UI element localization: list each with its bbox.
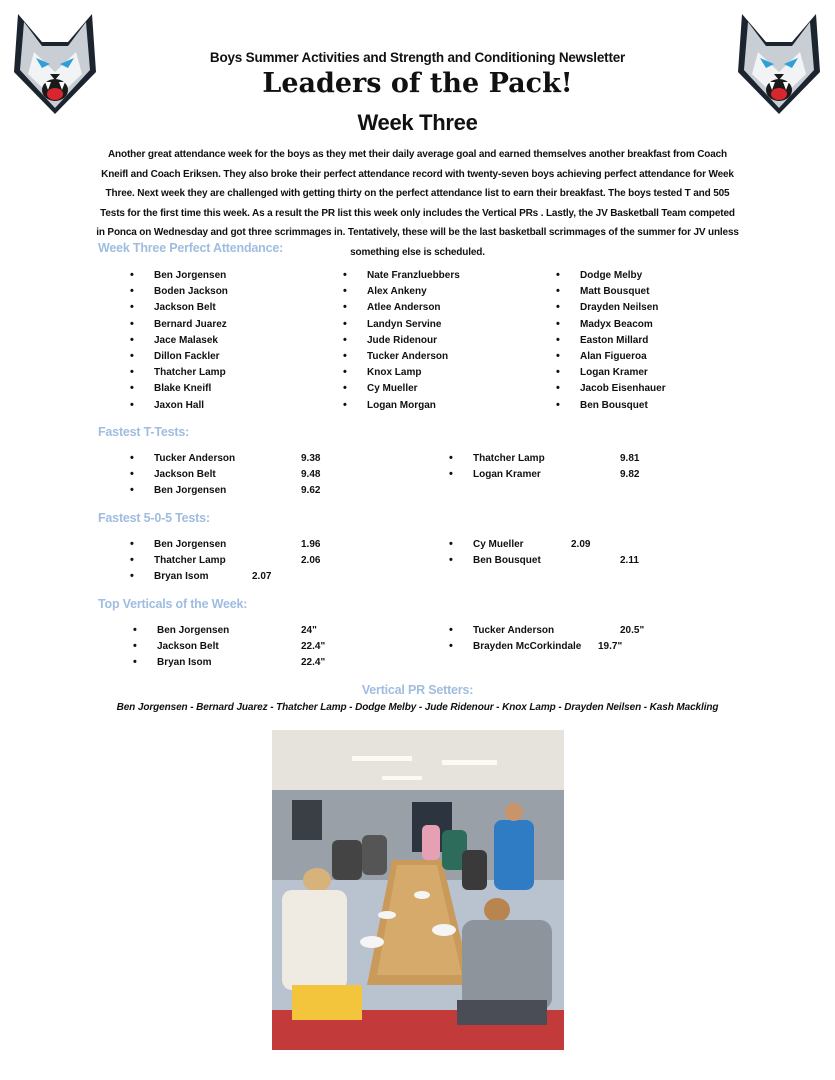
list-item: • Easton Millard: [580, 335, 666, 351]
list-item: • Bernard Juarez: [154, 319, 228, 335]
list-item: • Ben Bousquet: [580, 400, 666, 416]
result-value: 22.4": [301, 641, 326, 653]
list-item: • Boden Jackson: [154, 286, 228, 302]
list-item: [473, 555, 639, 571]
result-value: 2.11: [620, 555, 639, 567]
list-item: • Nate Franzluebbers: [367, 270, 460, 286]
result-value: 24": [301, 625, 317, 636]
list-item: • Knox Lamp: [367, 367, 460, 383]
athlete-name: Bryan Isom: [157, 657, 212, 669]
result-value: 9.81: [620, 453, 640, 464]
verticals-left-list: [157, 625, 326, 674]
athlete-name: Thatcher Lamp: [154, 555, 226, 567]
list-item: • Matt Bousquet: [580, 286, 666, 302]
list-item: • Dillon Fackler: [154, 351, 228, 367]
list-item: [473, 539, 591, 555]
list-item: • Alex Ankeny: [367, 286, 460, 302]
list-item: • Jude Ridenour: [367, 335, 460, 351]
list-item: [157, 625, 317, 641]
athlete-name: Bryan Isom: [154, 571, 209, 583]
newsletter-title: Boys Summer Activities and Strength and Conditioning Newsletter: [209, 50, 626, 65]
athlete-name: Ben Bousquet: [473, 555, 541, 567]
result-value: 9.38: [301, 453, 321, 464]
result-value: 1.96: [301, 539, 321, 550]
list-item: [154, 453, 321, 469]
athlete-name: Logan Kramer: [473, 469, 541, 481]
result-value: 9.62: [301, 485, 321, 497]
athlete-name: Ben Jorgensen: [154, 485, 227, 497]
list-item: • Madyx Beacom: [580, 319, 666, 335]
result-value: 2.06: [301, 555, 321, 567]
athlete-name: Jackson Belt: [157, 641, 219, 653]
list-item: • Ben Jorgensen: [154, 270, 228, 286]
list-item: • Dodge Melby: [580, 270, 666, 286]
list-item: [473, 625, 645, 641]
verticals-heading: Top Verticals of the Week:: [98, 597, 248, 611]
five-o-five-left-list: [154, 539, 321, 588]
list-item: • Landyn Servine: [367, 319, 460, 335]
main-title: Leaders of the Pack!: [262, 68, 573, 99]
list-item: • Jace Malasek: [154, 335, 228, 351]
list-item: [154, 555, 321, 571]
athlete-name: Cy Mueller: [473, 539, 524, 550]
attendance-column-1: [154, 270, 228, 416]
athlete-name: Ben Jorgensen: [154, 539, 227, 550]
list-item: [157, 641, 326, 657]
athlete-name: Thatcher Lamp: [473, 453, 545, 464]
athlete-name: Brayden McCorkindale: [473, 641, 582, 653]
five-o-five-heading: Fastest 5-0-5 Tests:: [98, 511, 210, 525]
result-value: 9.48: [301, 469, 321, 481]
list-item: [157, 657, 326, 673]
list-item: [473, 641, 623, 657]
list-item: [473, 453, 640, 469]
perfect-attendance-heading: Week Three Perfect Attendance:: [98, 241, 284, 255]
result-value: 19.7": [598, 641, 623, 653]
list-item: • Logan Morgan: [367, 400, 460, 416]
list-item: • Atlee Anderson: [367, 302, 460, 318]
verticals-right-list: [473, 625, 645, 657]
list-item: • Jaxon Hall: [154, 400, 228, 416]
athlete-name: Tucker Anderson: [473, 625, 555, 636]
pr-setters-heading: Vertical PR Setters:: [361, 683, 474, 697]
list-item: • Logan Kramer: [580, 367, 666, 383]
attendance-column-2: [367, 270, 460, 416]
week-title: Week Three: [357, 110, 478, 135]
intro-paragraph: Another great attendance week for the boys as they met their daily average goal and earned themselves another breakfast from Coach Kneifl and Coach Eriksen. They also broke their perfect attendance record with twenty-seven boys achieving perfect attendance for Week Three. Next week they are challenged with getting thirty on the perfect attendance list to earn their breakfast. The boys tested T and 505 Tests for the first time this week. As a result the PR list this week only includes the Vertical PRs . Lastly, the JV Basketball Team competed in Ponca on Wednesday and got three scrimmages in. Tentatively, these will be the last basketball scrimmages of the summer for JV unless something else is scheduled.: [96, 149, 739, 258]
athlete-name: Tucker Anderson: [154, 453, 236, 464]
attendance-column-3: [580, 270, 666, 416]
t-tests-left-list: [154, 453, 321, 502]
list-item: [154, 539, 321, 555]
list-item: [154, 571, 272, 587]
result-value: 2.09: [571, 539, 591, 550]
list-item: • Tucker Anderson: [367, 351, 460, 367]
result-value: 20.5": [620, 625, 645, 636]
result-value: 2.07: [252, 571, 272, 583]
list-item: • Cy Mueller: [367, 383, 460, 399]
result-value: 22.4": [301, 657, 326, 669]
t-tests-right-list: [473, 453, 640, 485]
athlete-name: Ben Jorgensen: [157, 625, 230, 636]
team-breakfast-photo: [272, 730, 564, 1050]
list-item: [154, 485, 321, 501]
list-item: • Jackson Belt: [154, 302, 228, 318]
list-item: • Alan Figueroa: [580, 351, 666, 367]
list-item: • Thatcher Lamp: [154, 367, 228, 383]
t-tests-heading: Fastest T-Tests:: [98, 425, 190, 439]
list-item: [154, 469, 321, 485]
athlete-name: Jackson Belt: [154, 469, 216, 481]
list-item: • Blake Kneifl: [154, 383, 228, 399]
list-item: • Jacob Eisenhauer: [580, 383, 666, 399]
result-value: 9.82: [620, 469, 640, 481]
five-o-five-right-list: [473, 539, 639, 571]
pr-setters-names: Ben Jorgensen - Bernard Juarez - Thatcher Lamp - Dodge Melby - Jude Ridenour - Knox Lamp - Drayden Neilsen - Kash Mackling: [116, 702, 719, 713]
list-item: • Drayden Neilsen: [580, 302, 666, 318]
list-item: [473, 469, 640, 485]
